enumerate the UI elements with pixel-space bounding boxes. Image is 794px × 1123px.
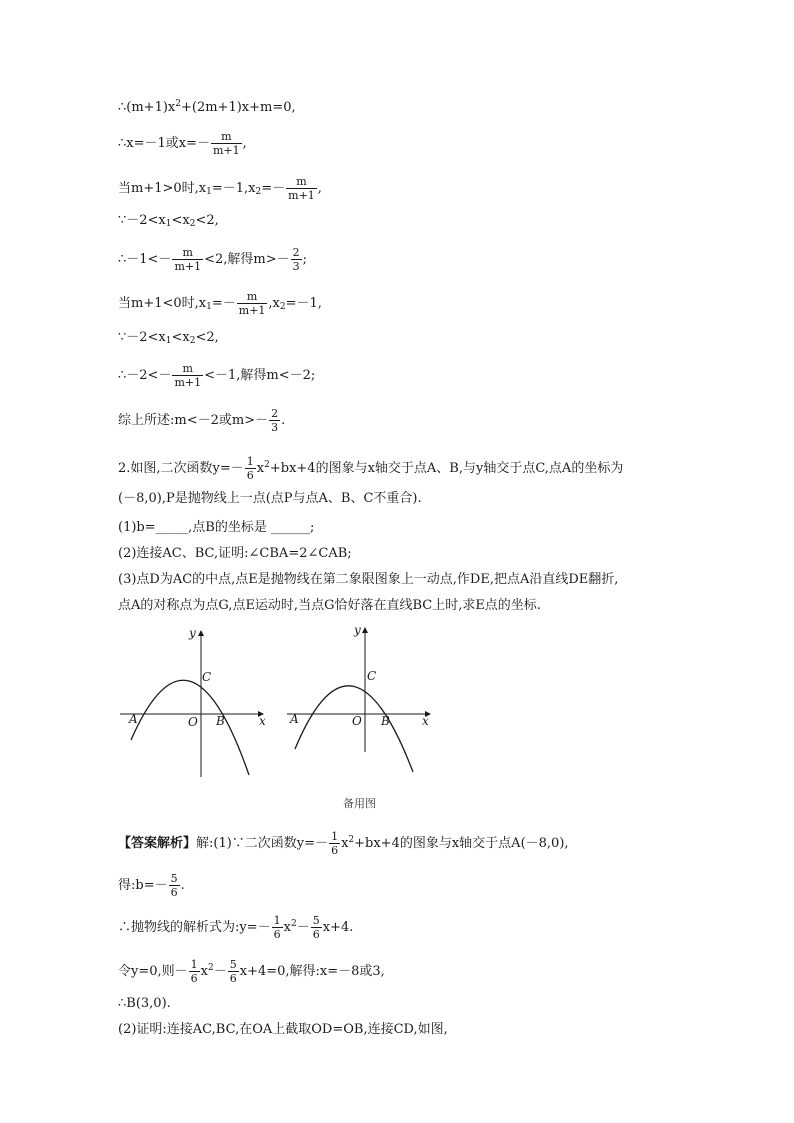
fraction: $\frac{1}{6}$ (190, 958, 198, 985)
question-2-part-2: (2)连接AC、BC,证明:∠CBA=2∠CAB; (118, 546, 352, 561)
answer-line-1: 【答案解析】解:(1)∵二次函数y=－ $\frac{1}{6}$ $x^2+bx+4$的图象与x轴交于点A(－8,0), (118, 830, 569, 857)
point-b-label: B (381, 714, 390, 728)
x-axis-label: x (259, 714, 266, 728)
fraction: $\frac{5}{6}$ (170, 872, 178, 899)
answer-line-5: ∴B(3,0). (118, 996, 171, 1011)
answer-line-2: 得:b=－ $\frac{5}{6}$ . (118, 872, 185, 899)
figure-caption: 备用图 (343, 797, 376, 810)
parabola-curve (295, 686, 413, 772)
answer-line-3: ∴抛物线的解析式为:y=－ $\frac{1}{6}$ $x^2-$ $\frac{5}{6}$ x+4. (118, 914, 354, 941)
answer-line-6: (2)证明:连接AC,BC,在OA上截取OD=OB,连接CD,如图, (118, 1022, 448, 1037)
point-c-label: C (367, 669, 377, 683)
fraction: $\frac{m}{m+1}$ (213, 130, 240, 157)
answer-heading: 【答案解析】 (118, 836, 197, 851)
fraction: $\frac{5}{6}$ (229, 958, 237, 985)
origin-label: O (188, 715, 198, 729)
question-2-part-1: (1)b=_____,点B的坐标是 ______; (118, 520, 315, 535)
point-a-label: A (129, 712, 138, 726)
parabola-figure-main (118, 625, 278, 780)
y-axis-label: y (189, 626, 196, 640)
point-b-label: B (216, 714, 225, 728)
solution-line-6: 当m+1<0时$,x_1=-$ $\frac{m}{m+1}$ $,x_2=-1$, (118, 290, 322, 317)
fraction: $\frac{m}{m+1}$ (238, 290, 266, 317)
solution-line-3: 当m+1>0时$,x_1=-1,x_2=-$ $\frac{m}{m+1}$ , (118, 175, 322, 202)
solution-line-1: $\therefore(m+1)x^2+(2m+1)x+m=0$, (118, 99, 296, 115)
fraction: $\frac{m}{m+1}$ (174, 246, 202, 273)
question-2-part-3-cont: 点A的对称点为点G,点E运动时,当点G恰好落在直线BC上时,求E点的坐标. (118, 598, 541, 613)
solution-line-4: $\because-2<x_1<x_2<2$, (118, 213, 219, 229)
fraction: $\frac{5}{6}$ (312, 914, 320, 941)
question-2-part-3: (3)点D为AC的中点,点E是抛物线在第二象限图象上一动点,作DE,把点A沿直线DE翻折, (118, 572, 619, 587)
solution-line-7: $\because-2<x_1<x_2<2$, (118, 330, 219, 346)
point-c-label: C (202, 670, 212, 684)
fraction: $\frac{m}{m+1}$ (174, 362, 202, 389)
fraction: $\frac{m}{m+1}$ (288, 175, 315, 202)
x-axis-label: x (422, 714, 429, 728)
fraction: $\frac{1}{6}$ (331, 830, 339, 857)
question-2-line-1: 2.如图,二次函数y=－ $\frac{1}{6}$ $x^2+bx+4$的图象与x轴交于点A、B,与y轴交于点C,点A的坐标为 (118, 455, 624, 482)
origin-label: O (352, 714, 362, 728)
fraction: $\frac{1}{6}$ (246, 455, 254, 482)
solution-line-2: ∴x=－1或x=－ $\frac{m}{m+1}$ , (118, 130, 247, 157)
solution-line-9: 综上所述:m<－2或m>－ $\frac{2}{3}$ . (118, 407, 286, 434)
solution-line-8: ∴－2<－ $\frac{m}{m+1}$ <－1,解得m<－2; (118, 362, 316, 389)
answer-line-4: 令y=0,则－ $\frac{1}{6}$ $x^2-$ $\frac{5}{6}$ x+4=0,解得:x=－8或3, (118, 958, 385, 985)
solution-line-5: ∴－1<－ $\frac{m}{m+1}$ <2,解得m>－ $\frac{2}{3}$ ; (118, 246, 308, 273)
fraction: $\frac{2}{3}$ (292, 246, 300, 273)
parabola-figure-backup (285, 622, 445, 777)
question-2-line-2: (－8,0),P是抛物线上一点(点P与点A、B、C不重合). (118, 491, 422, 506)
point-a-label: A (290, 712, 299, 726)
fraction: $\frac{2}{3}$ (271, 407, 279, 434)
y-axis-label: y (354, 623, 361, 637)
fraction: $\frac{1}{6}$ (273, 914, 281, 941)
